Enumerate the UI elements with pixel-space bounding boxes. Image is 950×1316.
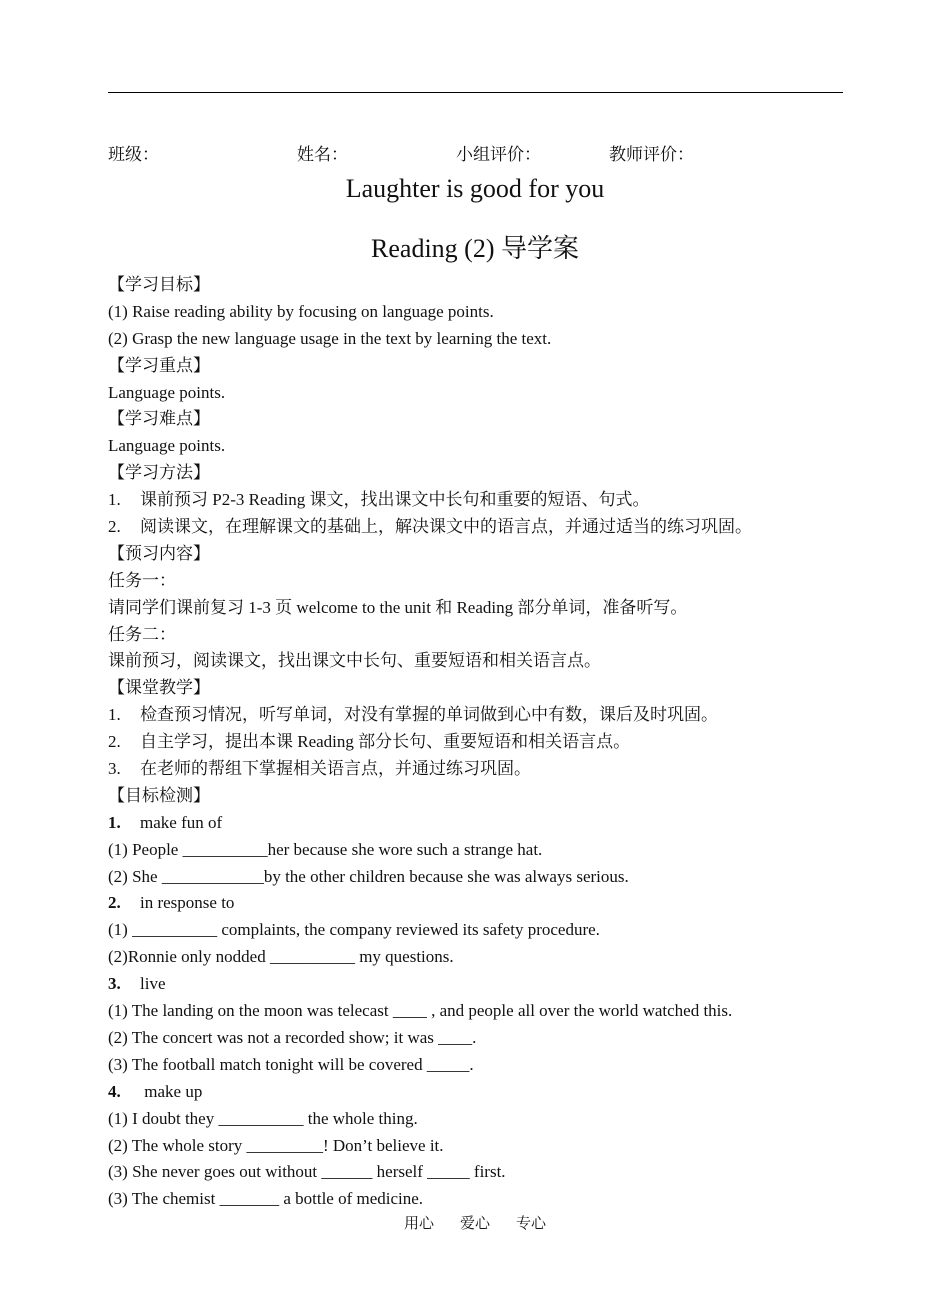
- line-text: (2)Ronnie only nodded __________ my questions.: [108, 947, 454, 967]
- line-text: 【学习难点】: [108, 409, 210, 429]
- line-text: (1) Raise reading ability by focusing on language points.: [108, 301, 494, 321]
- item-number: 3.: [108, 759, 121, 779]
- group-evaluation-label: 小组评价：: [456, 145, 541, 164]
- item-number: 1.: [108, 490, 121, 510]
- text-line: [108, 1052, 848, 1079]
- text-line: [108, 622, 848, 649]
- name-label: 姓名：: [297, 145, 348, 164]
- item-number: 2.: [108, 893, 121, 913]
- page-subtitle: Reading (2) 导学案: [371, 234, 579, 263]
- line-text: 检查预习情况，听写单词，对没有掌握的单词做到心中有数，课后及时巩固。: [140, 705, 718, 725]
- line-text: 阅读课文，在理解课文的基础上，解决课文中的语言点，并通过适当的练习巩固。: [140, 517, 752, 537]
- line-text: in response to: [140, 893, 235, 913]
- text-line: [108, 837, 848, 864]
- text-line: [108, 433, 848, 460]
- text-line: [108, 460, 848, 487]
- line-text: 【课堂教学】: [108, 678, 210, 698]
- line-text: (3) The football match tonight will be covered _____.: [108, 1054, 474, 1074]
- line-text: (2) The whole story _________! Don’t believe it.: [108, 1135, 444, 1155]
- line-text: 任务一：: [108, 570, 176, 590]
- text-line: [108, 971, 848, 998]
- text-line: [108, 917, 848, 944]
- line-text: 课前预习 P2-3 Reading 课文，找出课文中长句和重要的短语、句式。: [140, 490, 650, 510]
- page-footer: [0, 1212, 950, 1233]
- text-line: [108, 998, 848, 1025]
- line-text: 自主学习，提出本课 Reading 部分长句、重要短语和相关语言点。: [140, 732, 631, 752]
- line-text: (3) The chemist _______ a bottle of medicine.: [108, 1189, 424, 1209]
- item-number: 1.: [108, 812, 121, 832]
- footer-word: 专心: [516, 1216, 547, 1232]
- class-label: 班级：: [108, 145, 159, 164]
- text-line: [108, 568, 848, 595]
- document-body: [108, 272, 848, 1213]
- text-line: [108, 541, 848, 568]
- text-line: [108, 1025, 848, 1052]
- line-text: live: [140, 974, 166, 994]
- text-line: [108, 406, 848, 433]
- line-text: 任务二：: [108, 624, 176, 644]
- item-number: 2.: [108, 732, 121, 752]
- item-number: 2.: [108, 517, 121, 537]
- text-line: [108, 810, 848, 837]
- text-line: [108, 890, 848, 917]
- text-line: [108, 299, 848, 326]
- line-text: (2) Grasp the new language usage in the text by learning the text.: [108, 328, 552, 348]
- text-line: [108, 1079, 848, 1106]
- line-text: 【学习重点】: [108, 355, 210, 375]
- line-text: 【预习内容】: [108, 543, 210, 563]
- text-line: [108, 702, 848, 729]
- text-line: [108, 864, 848, 891]
- teacher-evaluation-label: 教师评价：: [609, 145, 694, 164]
- line-text: (1) People __________her because she wore such a strange hat.: [108, 839, 543, 859]
- line-text: Language points.: [108, 436, 226, 456]
- line-text: 在老师的帮组下掌握相关语言点，并通过练习巩固。: [140, 759, 531, 779]
- line-text: make up: [140, 1081, 203, 1101]
- header-rule: [108, 92, 843, 93]
- item-number: 1.: [108, 705, 121, 725]
- line-text: 课前预习，阅读课文，找出课文中长句、重要短语和相关语言点。: [108, 651, 601, 671]
- line-text: (3) She never goes out without ______ herself _____ first.: [108, 1162, 506, 1182]
- text-line: [108, 1133, 848, 1160]
- text-line: [108, 272, 848, 299]
- text-line: [108, 514, 848, 541]
- line-text: (1) The landing on the moon was telecast ____ , and people all over the world watched this.: [108, 1001, 733, 1021]
- line-text: 请同学们课前复习 1-3 页 welcome to the unit 和 Reading 部分单词，准备听写。: [108, 597, 688, 617]
- text-line: [108, 1186, 848, 1213]
- page-title: Laughter is good for you: [345, 174, 605, 203]
- line-text: (1) I doubt they __________ the whole thing.: [108, 1108, 418, 1128]
- footer-word: 爱心: [459, 1216, 490, 1232]
- text-line: [108, 944, 848, 971]
- text-line: [108, 326, 848, 353]
- student-info-row: [0, 140, 950, 162]
- text-line: [108, 380, 848, 407]
- item-number: 3.: [108, 974, 121, 994]
- line-text: 【目标检测】: [108, 785, 210, 805]
- text-line: [108, 1159, 848, 1186]
- text-line: [108, 595, 848, 622]
- line-text: 【学习方法】: [108, 463, 210, 483]
- line-text: (2) The concert was not a recorded show; it was ____.: [108, 1027, 477, 1047]
- footer-word: 用心: [403, 1216, 434, 1232]
- text-line: [108, 1106, 848, 1133]
- line-text: (2) She ____________by the other children because she was always serious.: [108, 866, 629, 886]
- text-line: [108, 729, 848, 756]
- text-line: [108, 675, 848, 702]
- line-text: 【学习目标】: [108, 275, 210, 294]
- line-text: make fun of: [140, 812, 223, 832]
- line-text: Language points.: [108, 382, 226, 402]
- text-line: [108, 648, 848, 675]
- text-line: [108, 783, 848, 810]
- text-line: [108, 353, 848, 380]
- item-number: 4.: [108, 1081, 121, 1101]
- text-line: [108, 487, 848, 514]
- line-text: (1) __________ complaints, the company reviewed its safety procedure.: [108, 920, 600, 940]
- text-line: [108, 756, 848, 783]
